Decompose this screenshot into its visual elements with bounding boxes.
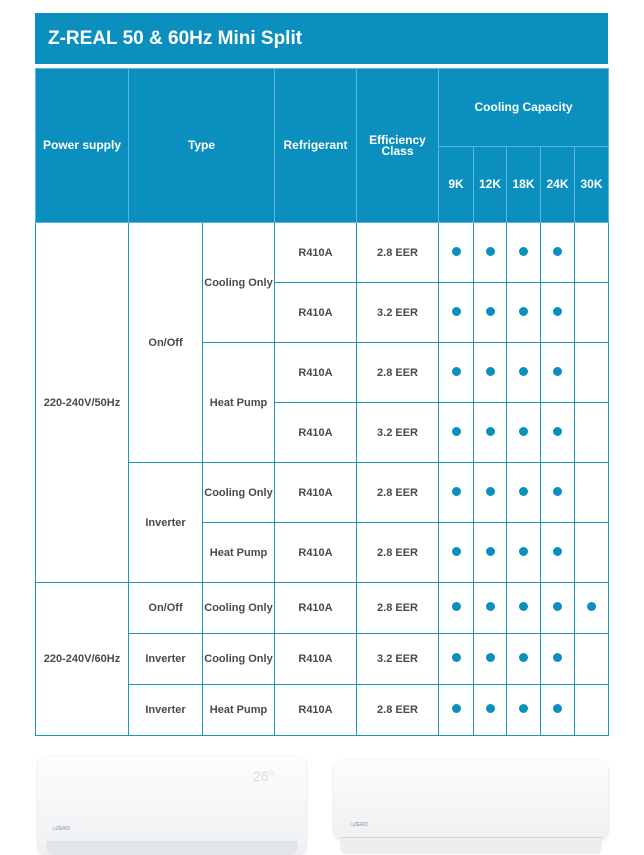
page-title: Z-REAL 50 & 60Hz Mini Split: [35, 13, 608, 64]
product-image-ac-unit-right: [334, 760, 608, 840]
header-type: Type: [129, 69, 275, 223]
capacity-cell-18k: [507, 583, 541, 634]
type-cell: Heat Pump: [203, 685, 275, 736]
available-dot-icon: [519, 487, 528, 496]
type-cell: Heat Pump: [203, 523, 275, 583]
available-dot-icon: [519, 547, 528, 556]
available-dot-icon: [553, 247, 562, 256]
available-dot-icon: [486, 704, 495, 713]
capacity-cell-12k: [474, 463, 507, 523]
efficiency-cell: 2.8 EER: [357, 343, 439, 403]
header-cooling-capacity: Cooling Capacity: [439, 69, 609, 147]
capacity-cell-30k: [575, 463, 609, 523]
available-dot-icon: [452, 487, 461, 496]
available-dot-icon: [486, 427, 495, 436]
available-dot-icon: [519, 367, 528, 376]
available-dot-icon: [519, 602, 528, 611]
table-row: [36, 583, 609, 634]
capacity-cell-12k: [474, 583, 507, 634]
capacity-cell-30k: [575, 223, 609, 283]
capacity-cell-12k: [474, 523, 507, 583]
available-dot-icon: [452, 653, 461, 662]
table-row: [36, 223, 609, 283]
temperature-display-icon: 26°: [253, 768, 275, 784]
capacity-cell-24k: [541, 523, 575, 583]
capacity-cell-18k: [507, 523, 541, 583]
capacity-cell-9k: [439, 523, 474, 583]
available-dot-icon: [553, 602, 562, 611]
available-dot-icon: [553, 704, 562, 713]
power-supply-cell: 220-240V/50Hz: [36, 223, 129, 583]
refrigerant-cell: R410A: [275, 343, 357, 403]
brand-logo: ◇ZERO: [350, 822, 368, 828]
available-dot-icon: [452, 704, 461, 713]
capacity-cell-9k: [439, 343, 474, 403]
type-cell: Cooling Only: [203, 634, 275, 685]
capacity-cell-30k: [575, 523, 609, 583]
brand-logo: ◇ZERO: [52, 826, 70, 832]
capacity-cell-24k: [541, 283, 575, 343]
mode-cell: Inverter: [129, 685, 203, 736]
capacity-cell-12k: [474, 223, 507, 283]
header-cap-30k: 30K: [575, 147, 609, 223]
efficiency-cell: 2.8 EER: [357, 223, 439, 283]
header-refrigerant: Refrigerant: [275, 69, 357, 223]
available-dot-icon: [486, 487, 495, 496]
capacity-cell-18k: [507, 634, 541, 685]
header-power-supply: Power supply: [36, 69, 129, 223]
capacity-cell-24k: [541, 343, 575, 403]
available-dot-icon: [519, 307, 528, 316]
capacity-cell-30k: [575, 634, 609, 685]
capacity-cell-9k: [439, 685, 474, 736]
available-dot-icon: [553, 307, 562, 316]
capacity-cell-9k: [439, 583, 474, 634]
available-dot-icon: [486, 653, 495, 662]
available-dot-icon: [452, 367, 461, 376]
header-cap-24k: 24K: [541, 147, 575, 223]
available-dot-icon: [519, 653, 528, 662]
available-dot-icon: [553, 367, 562, 376]
capacity-cell-24k: [541, 403, 575, 463]
efficiency-cell: 2.8 EER: [357, 685, 439, 736]
mode-cell: Inverter: [129, 463, 203, 583]
refrigerant-cell: R410A: [275, 223, 357, 283]
type-cell: Cooling Only: [203, 223, 275, 343]
header-cap-9k: 9K: [439, 147, 474, 223]
header-cap-12k: 12K: [474, 147, 507, 223]
capacity-cell-24k: [541, 223, 575, 283]
capacity-cell-18k: [507, 685, 541, 736]
capacity-cell-9k: [439, 463, 474, 523]
air-vent: [340, 837, 602, 854]
available-dot-icon: [452, 547, 461, 556]
header-cap-18k: 18K: [507, 147, 541, 223]
capacity-cell-12k: [474, 343, 507, 403]
type-cell: Heat Pump: [203, 343, 275, 463]
capacity-cell-18k: [507, 343, 541, 403]
type-cell: Cooling Only: [203, 583, 275, 634]
refrigerant-cell: R410A: [275, 403, 357, 463]
capacity-cell-30k: [575, 283, 609, 343]
product-image-ac-unit-left: [38, 756, 306, 855]
available-dot-icon: [519, 704, 528, 713]
available-dot-icon: [486, 602, 495, 611]
table-body: [36, 223, 609, 736]
refrigerant-cell: R410A: [275, 463, 357, 523]
available-dot-icon: [553, 653, 562, 662]
capacity-cell-9k: [439, 223, 474, 283]
capacity-cell-18k: [507, 403, 541, 463]
spec-table: [35, 68, 609, 736]
capacity-cell-9k: [439, 283, 474, 343]
capacity-cell-24k: [541, 634, 575, 685]
available-dot-icon: [486, 247, 495, 256]
capacity-cell-24k: [541, 463, 575, 523]
available-dot-icon: [553, 427, 562, 436]
efficiency-cell: 3.2 EER: [357, 403, 439, 463]
available-dot-icon: [486, 367, 495, 376]
capacity-cell-12k: [474, 283, 507, 343]
capacity-cell-24k: [541, 685, 575, 736]
refrigerant-cell: R410A: [275, 523, 357, 583]
efficiency-cell: 2.8 EER: [357, 463, 439, 523]
available-dot-icon: [452, 247, 461, 256]
capacity-cell-9k: [439, 634, 474, 685]
available-dot-icon: [553, 487, 562, 496]
refrigerant-cell: R410A: [275, 685, 357, 736]
capacity-cell-30k: [575, 403, 609, 463]
refrigerant-cell: R410A: [275, 583, 357, 634]
available-dot-icon: [452, 602, 461, 611]
available-dot-icon: [452, 307, 461, 316]
efficiency-cell: 3.2 EER: [357, 634, 439, 685]
power-supply-cell: 220-240V/60Hz: [36, 583, 129, 736]
refrigerant-cell: R410A: [275, 634, 357, 685]
capacity-cell-12k: [474, 634, 507, 685]
capacity-cell-18k: [507, 283, 541, 343]
capacity-cell-18k: [507, 463, 541, 523]
header-efficiency: [357, 69, 439, 223]
available-dot-icon: [553, 547, 562, 556]
capacity-cell-30k: [575, 343, 609, 403]
air-vent: [46, 841, 298, 855]
mode-cell: On/Off: [129, 583, 203, 634]
capacity-cell-30k: [575, 583, 609, 634]
refrigerant-cell: R410A: [275, 283, 357, 343]
capacity-cell-24k: [541, 583, 575, 634]
capacity-cell-12k: [474, 685, 507, 736]
efficiency-cell: 3.2 EER: [357, 283, 439, 343]
available-dot-icon: [486, 547, 495, 556]
mode-cell: Inverter: [129, 634, 203, 685]
efficiency-cell: 2.8 EER: [357, 523, 439, 583]
efficiency-cell: 2.8 EER: [357, 583, 439, 634]
available-dot-icon: [486, 307, 495, 316]
capacity-cell-18k: [507, 223, 541, 283]
available-dot-icon: [519, 247, 528, 256]
type-cell: Cooling Only: [203, 463, 275, 523]
available-dot-icon: [452, 427, 461, 436]
available-dot-icon: [587, 602, 596, 611]
mode-cell: On/Off: [129, 223, 203, 463]
capacity-cell-9k: [439, 403, 474, 463]
capacity-cell-12k: [474, 403, 507, 463]
capacity-cell-30k: [575, 685, 609, 736]
header-efficiency-label: Efficiency Class: [369, 132, 426, 158]
available-dot-icon: [519, 427, 528, 436]
